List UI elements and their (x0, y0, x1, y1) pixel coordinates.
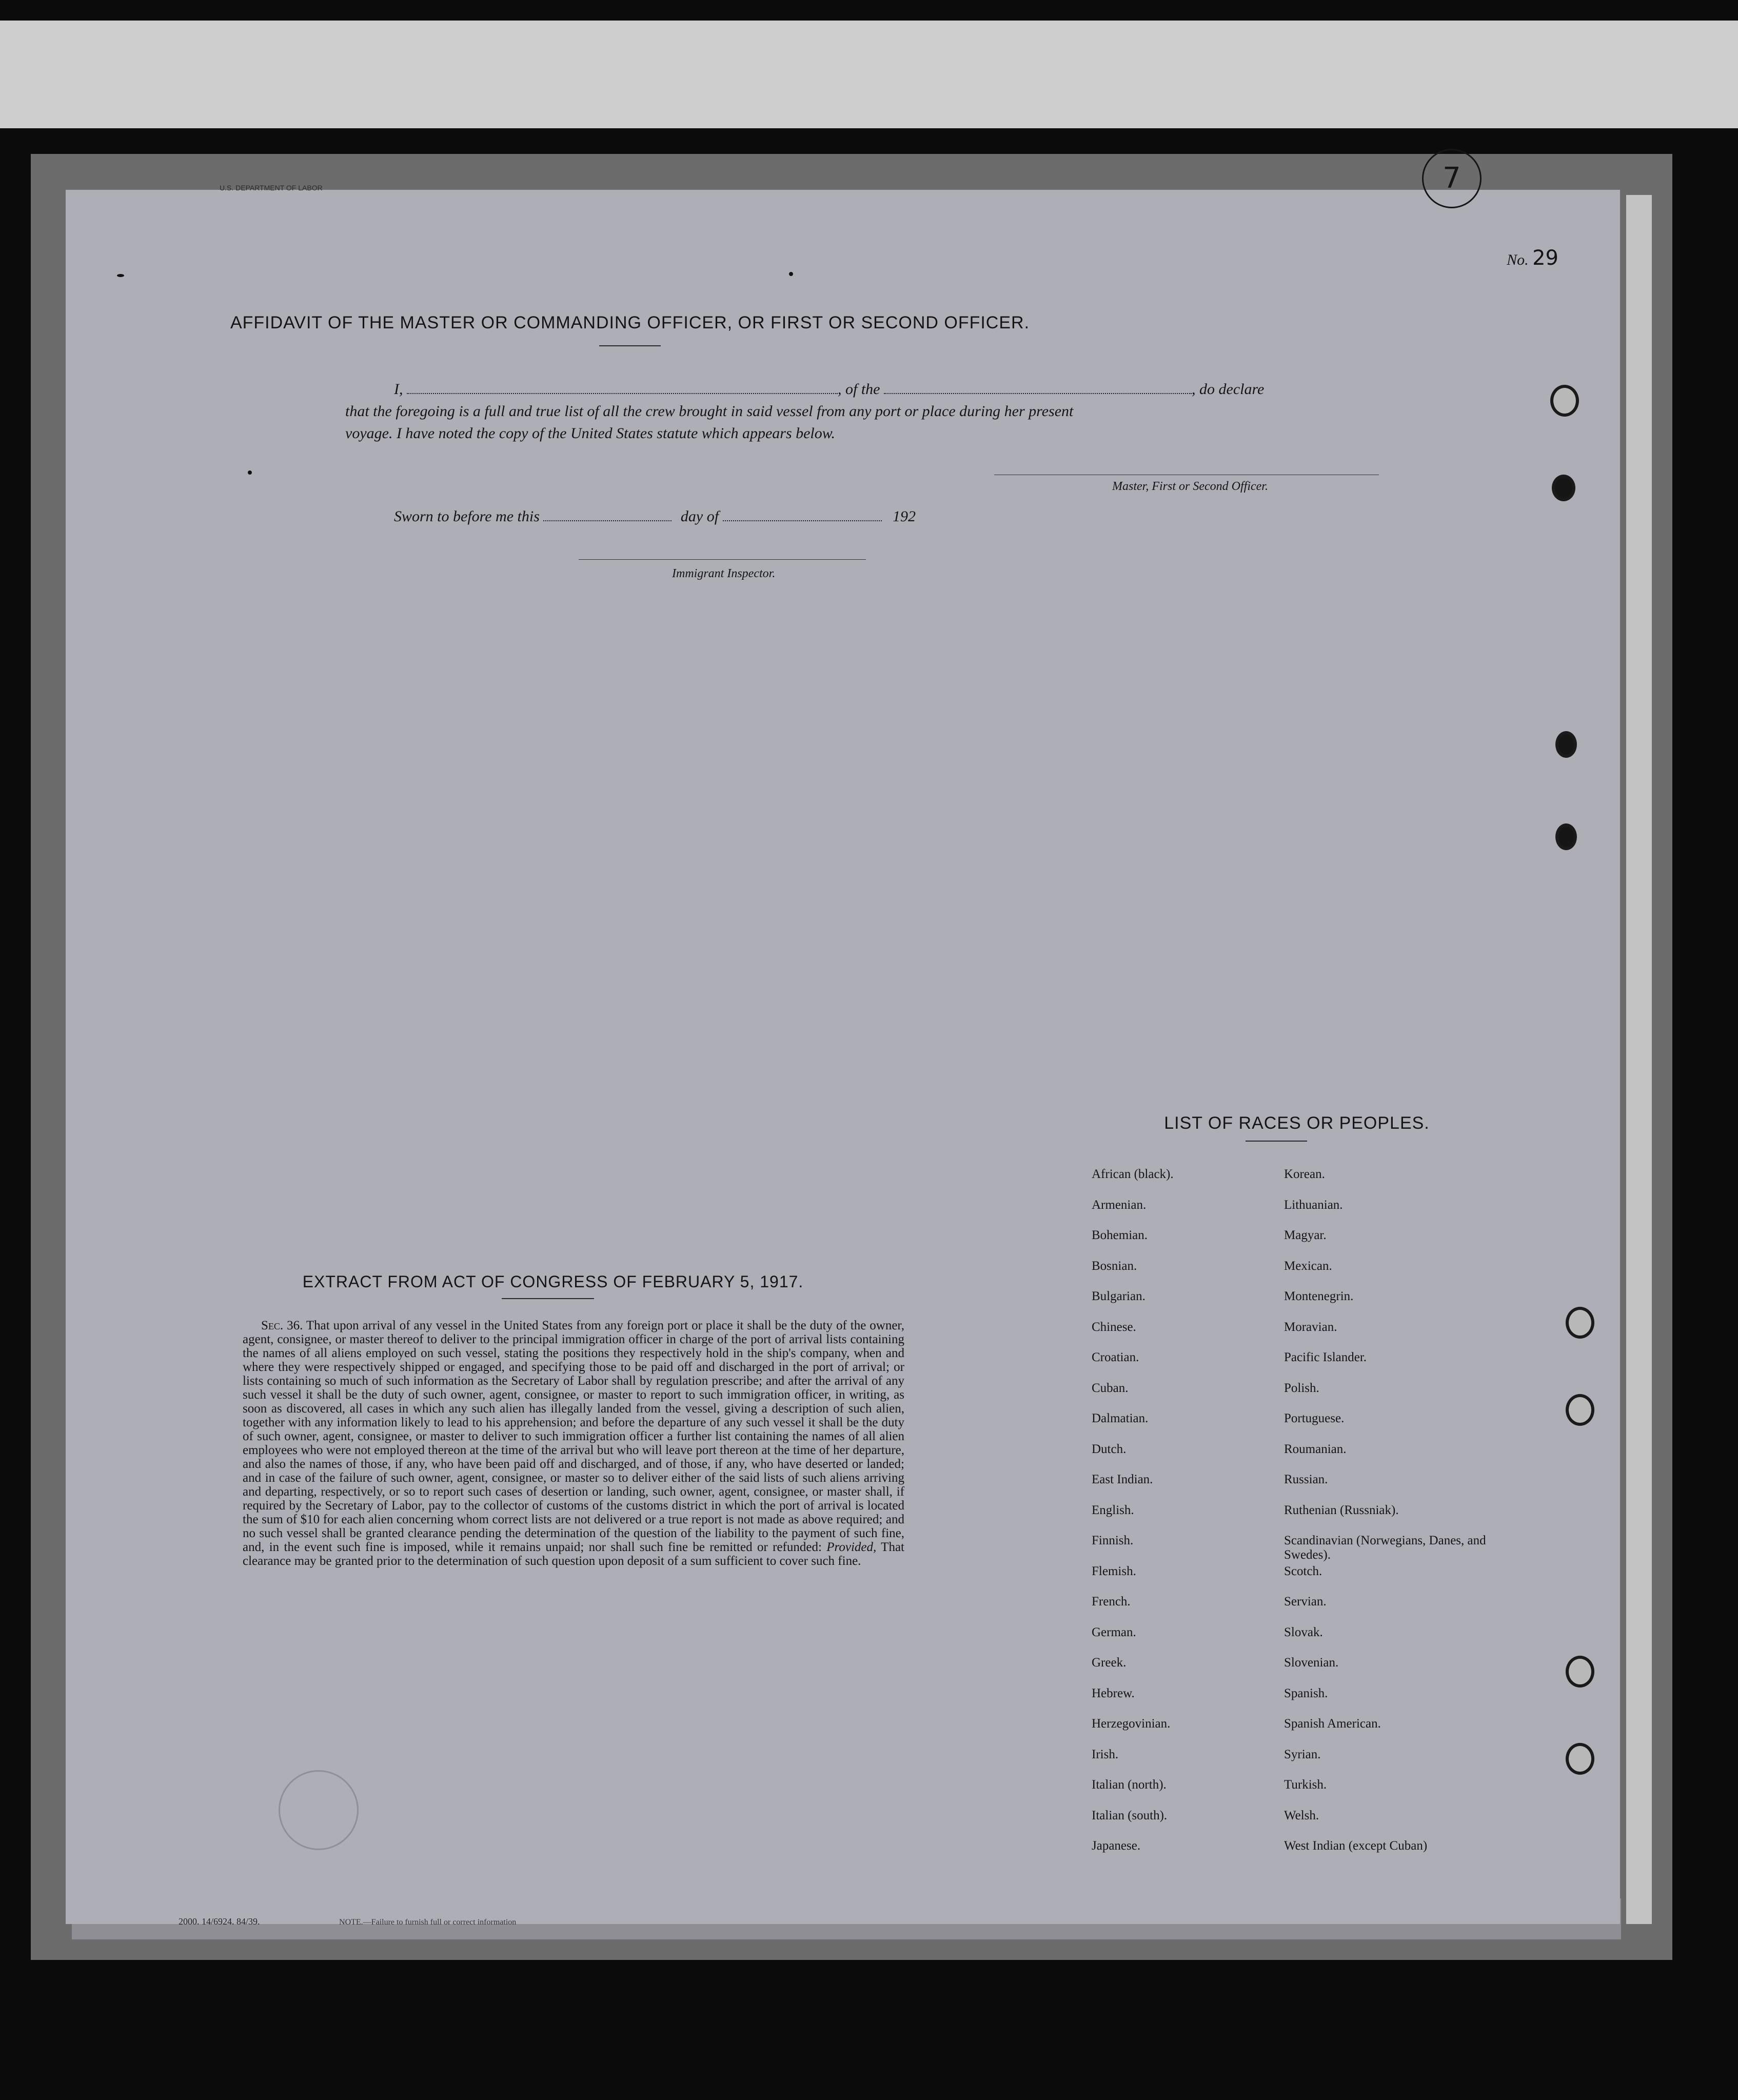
race-item: Spanish. (1284, 1686, 1328, 1700)
race-item: Irish. (1092, 1747, 1119, 1761)
race-item: West Indian (except Cuban) (1284, 1839, 1428, 1853)
race-item: Syrian. (1284, 1747, 1321, 1761)
race-item: Moravian. (1284, 1320, 1337, 1334)
extract-text (243, 1319, 904, 1568)
affidavit-line-2: that the foregoing is a full and true list of all the crew brought in said vessel from any port or place during her present (345, 403, 1074, 420)
race-item: Flemish. (1092, 1564, 1136, 1578)
department-header: U.S. DEPARTMENT OF LABOR (220, 184, 323, 192)
race-item: African (black). (1092, 1167, 1174, 1181)
race-item: Dutch. (1092, 1442, 1127, 1456)
race-item: Italian (south). (1092, 1808, 1168, 1822)
sworn-line: Sworn to before me this day of 192 (394, 508, 916, 525)
affidavit-line-3: voyage. I have noted the copy of the United States statute which appears below. (345, 425, 836, 442)
race-item: Bulgarian. (1092, 1289, 1146, 1303)
ink-dot (117, 274, 124, 277)
race-item: Slovenian. (1284, 1656, 1339, 1670)
race-item: Korean. (1284, 1167, 1325, 1181)
race-item: Lithuanian. (1284, 1198, 1343, 1212)
print-code: 2000. 14/6924. 84/39. (179, 1916, 260, 1927)
corner-page-mark: 7 (1422, 149, 1482, 208)
race-item: Polish. (1284, 1381, 1319, 1395)
race-item: Italian (north). (1092, 1778, 1167, 1792)
extract-title-rule (502, 1298, 594, 1299)
race-item: Turkish. (1284, 1778, 1327, 1792)
race-item: Japanese. (1092, 1839, 1141, 1853)
race-item: Slovak. (1284, 1625, 1323, 1639)
inspector-signature-line (579, 559, 866, 560)
race-item: Ruthenian (Russniak). (1284, 1503, 1399, 1517)
race-item: East Indian. (1092, 1473, 1153, 1486)
race-item: Scandinavian (Norwegians, Danes, and Swedes). (1284, 1534, 1486, 1562)
race-item: Russian. (1284, 1473, 1328, 1486)
race-item: Roumanian. (1284, 1442, 1347, 1456)
affidavit-line-1: I, , of the , do declare (394, 381, 1265, 398)
binder-hole (1566, 1394, 1594, 1426)
race-item: Cuban. (1092, 1381, 1129, 1395)
race-item: Magyar. (1284, 1228, 1327, 1242)
binder-hole (1555, 823, 1577, 850)
faded-stamp (279, 1770, 359, 1850)
race-item: French. (1092, 1595, 1131, 1608)
section-label: Sec. 36. (261, 1319, 303, 1332)
race-item: Montenegrin. (1284, 1289, 1354, 1303)
race-item: Finnish. (1092, 1534, 1134, 1547)
footer (179, 1916, 516, 1927)
provided-term: Provided, (826, 1540, 877, 1554)
signature-label: Master, First or Second Officer. (1112, 480, 1268, 493)
race-item: Armenian. (1092, 1198, 1147, 1212)
race-item: Greek. (1092, 1656, 1127, 1670)
inspector-label: Immigrant Inspector. (672, 567, 776, 580)
race-item: Spanish American. (1284, 1717, 1381, 1731)
race-item: Dalmatian. (1092, 1411, 1149, 1425)
ink-dot (789, 272, 793, 276)
affidavit-title-rule (599, 345, 661, 346)
binder-hole (1555, 731, 1577, 758)
race-item: Herzegovinian. (1092, 1717, 1171, 1731)
race-item: German. (1092, 1625, 1136, 1639)
race-item: Scotch. (1284, 1564, 1322, 1578)
race-item: Bosnian. (1092, 1259, 1137, 1273)
sworn-day-field[interactable] (543, 509, 672, 521)
officer-name-field[interactable] (407, 382, 838, 394)
race-item: English. (1092, 1503, 1134, 1517)
race-item: Chinese. (1092, 1320, 1136, 1334)
races-right-column (1284, 1167, 1489, 1870)
races-left-column (1092, 1167, 1261, 1870)
number-label: No. (1507, 251, 1529, 268)
affidavit-title: AFFIDAVIT OF THE MASTER OR COMMANDING OFFICER, OR FIRST OR SECOND OFFICER. (230, 313, 1030, 332)
races-title-rule (1246, 1141, 1307, 1142)
extract-body-1: That upon arrival of any vessel in the United States from any foreign port or place it shall be the duty of the owner, agent, consignee, or master thereof to deliver to the principal immigration officer in charge of the port of arrival lists containing the names of all aliens employed on such vessel, stating the positions they respectively hold in the ship's company, when and where they were respectively shipped or engaged, and specifying those to be paid off and discharged in the port of arrival; or lists containing so much of such information as the Secretary of Labor shall by regulation prescribe; and after the arrival of any such vessel it shall be the duty of such owner, agent, consignee, or master to report to such immigration officer, in writing, as soon as discovered, all cases in which any such alien has illegally landed from the vessel, giving a description of such alien, together with any information likely to lead to his apprehension; and before the departure of any such vessel it shall be the duty of such owner, agent, consignee, or master to deliver to such immigration officer a further list containing the names of all alien employees who were not employed thereon at the time of the arrival but who will leave port thereon at the time of her departure, and also the names of those, if any, who have been paid off and discharged, and of those, if any, who have deserted or landed; and in case of the failure of such owner, agent, consignee, or master so to deliver either of the said lists of such aliens arriving and departing, respectively, or so to report such cases of desertion or landing, such owner, agent, consignee, or master shall, if required by the Secretary of Labor, pay to the collector of customs of the customs district in which the port of arrival is located the sum of $10 for each alien concerning whom correct lists are not delivered or a true report is not made as above required; and no such vessel shall be granted clearance pending the determination of the question of the liability to the payment of such fine, and, in the event such fine is imposed, while it remains unpaid; nor shall such fine be remitted or refunded: (243, 1319, 904, 1554)
binder-hole (1566, 1307, 1594, 1339)
race-item: Mexican. (1284, 1259, 1332, 1273)
race-item: Portuguese. (1284, 1411, 1345, 1425)
binding-edge (1626, 195, 1652, 1924)
ink-dot (248, 470, 252, 475)
extract-body-2: That clearance may be granted prior to the determination of such question upon deposit of a sum sufficient to cover such fine. (243, 1540, 904, 1568)
race-item: Hebrew. (1092, 1686, 1135, 1700)
race-item: Welsh. (1284, 1808, 1319, 1822)
sworn-month-field[interactable] (723, 509, 882, 521)
races-title: LIST OF RACES OR PEOPLES. (1164, 1113, 1430, 1133)
binder-hole (1566, 1743, 1594, 1775)
binder-hole (1566, 1656, 1594, 1687)
binder-hole (1550, 385, 1579, 417)
extract-title: EXTRACT FROM ACT OF CONGRESS OF FEBRUARY 5, 1917. (302, 1272, 804, 1291)
race-item: Servian. (1284, 1595, 1327, 1608)
background-top-band (0, 21, 1738, 128)
manifest-page (66, 162, 1620, 1927)
race-item: Bohemian. (1092, 1228, 1148, 1242)
number-value: 29 (1532, 246, 1558, 270)
vessel-name-field[interactable] (884, 382, 1192, 394)
race-item: Croatian. (1092, 1350, 1139, 1364)
binder-hole (1552, 475, 1575, 501)
race-item: Pacific Islander. (1284, 1350, 1367, 1364)
footer-note: NOTE.—Failure to furnish full or correct information (339, 1918, 517, 1927)
page-number (1507, 246, 1558, 270)
